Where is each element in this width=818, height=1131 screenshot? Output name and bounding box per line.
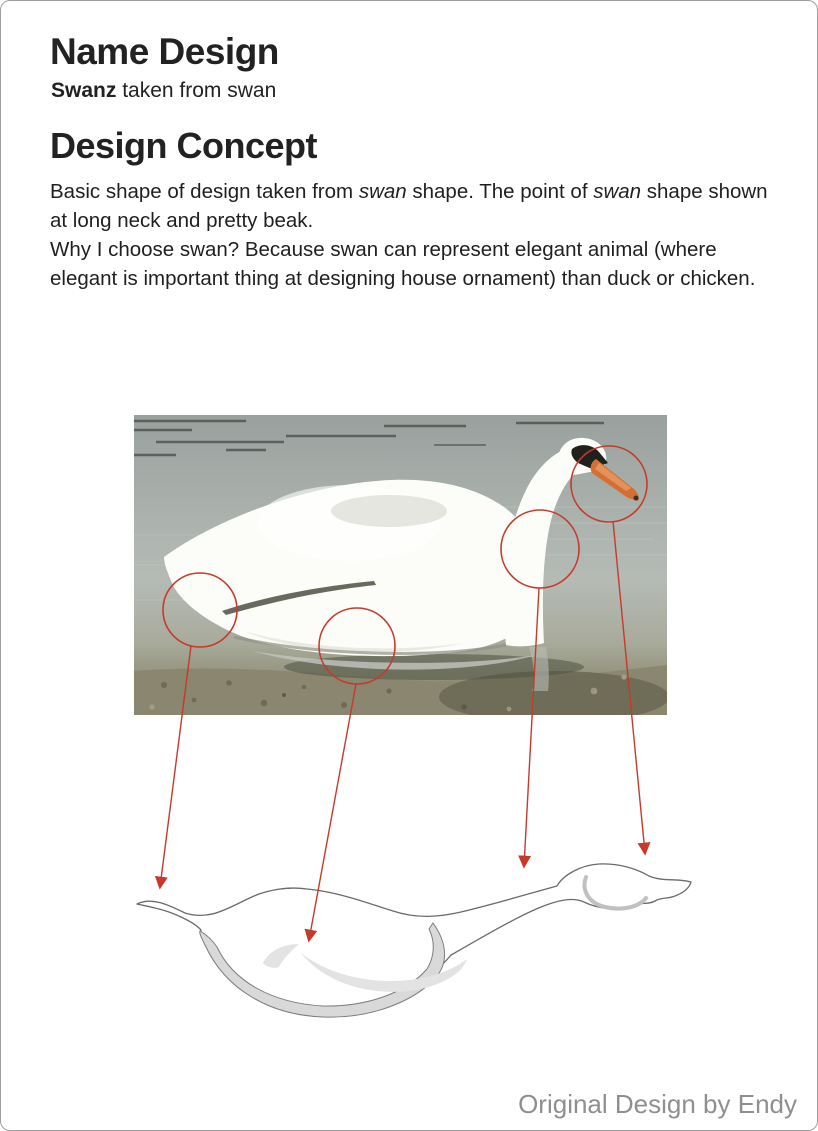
- paragraph-1: Basic shape of design taken from swan shape. The point of swan shape shown at long neck and pretty beak.: [50, 180, 768, 232]
- section-heading: Design Concept: [50, 125, 318, 166]
- beak-nail: [634, 496, 639, 501]
- subtitle-bold-name: Swanz: [51, 79, 117, 102]
- paragraph-2: Why I choose swan? Because swan can represent elegant animal (where elegant is important thing at designing house ornament) than duck or chicken.: [50, 238, 756, 290]
- page-title: Name Design: [50, 31, 279, 72]
- back-shading: [331, 495, 447, 527]
- credit-text: Original Design by Endy: [518, 1089, 797, 1119]
- swan-ornament-drawing: [121, 846, 711, 1036]
- swan-photo: [134, 415, 667, 715]
- concept-paragraphs: [50, 177, 783, 293]
- subtitle: [51, 79, 276, 103]
- italic-swan-2: swan: [593, 180, 642, 203]
- subtitle-rest: taken from swan: [116, 79, 277, 102]
- italic-swan-1: swan: [358, 180, 407, 203]
